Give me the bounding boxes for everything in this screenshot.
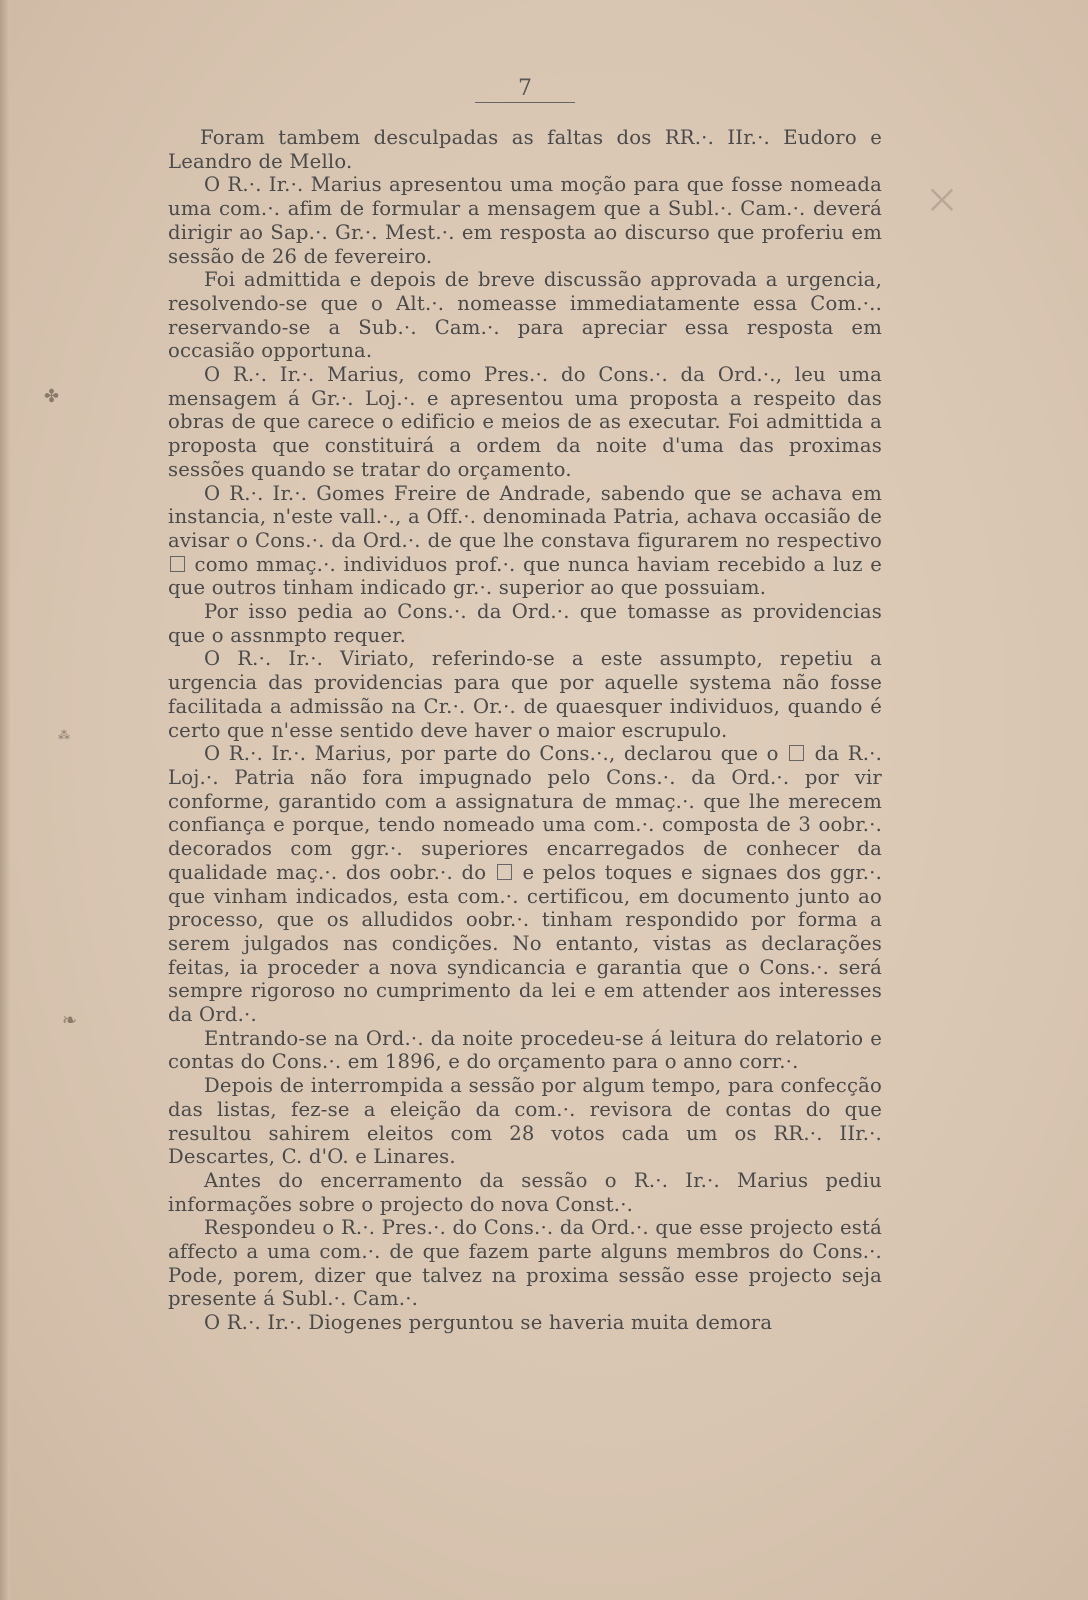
- paragraph: [168, 482, 882, 601]
- paragraph: Por isso pedia ao Cons.·. da Ord.·. que tomasse as providencias que o assnmpto requer.: [168, 600, 882, 647]
- paragraph: Antes do encerramento da sessão o R.·. Ir.·. Marius pediu informações sobre o projecto do nova Const.·.: [168, 1168, 882, 1216]
- lodge-symbol-icon: [170, 556, 185, 572]
- paragraph: Respondeu o R.·. Pres.·. do Cons.·. da Ord.·. que esse projecto está affecto a uma com.·. de que fazem parte alguns membros do Cons.·. Pode, porem, dizer que talvez na proxima sessão esse projecto seja presente á Subl.·. Cam.·.: [168, 1216, 882, 1311]
- margin-ornament-3: ❧: [62, 1010, 78, 1031]
- text-run: e pelos toques e signaes dos ggr.·. que vinham indicados, esta com.·. certificou, em documento junto ao processo, que os alludidos oobr.·. tinham respondido por forma a serem julgados nas condições. No entanto, vistas as declarações feitas, ia proceder a nova syndicancia e garantia que o Cons.·. será sempre rigoroso no cumprimento da lei e em attender aos interesses da Ord.·.: [168, 860, 883, 1027]
- paragraph: Foram tambem desculpadas as faltas dos RR.·. IIr.·. Eudoro e Leandro de Mello.: [168, 126, 882, 173]
- paragraph: O R.·. Ir.·. Marius apresentou uma moção para que fosse nomeada uma com.·. afim de formular a mensagem que a Subl.·. Cam.·. deverá dirigir ao Sap.·. Gr.·. Mest.·. em resposta ao discurso que proferiu em sessão de 26 de fevereiro.: [168, 173, 882, 268]
- paragraph: O R.·. Ir.·. Diogenes perguntou se haveria muita demora: [204, 1311, 773, 1335]
- paragraph: Depois de interrompida a sessão por algum tempo, para confecção das listas, fez-se a eleição da com.·. revisora de contas do que resultou sahirem eleitos com 28 votos cada um os RR.·. IIr.·. Descartes, C. d'O. e Linares.: [168, 1074, 882, 1169]
- paragraph: Foi admittida e depois de breve discussão approvada a urgencia, resolvendo-se que o Alt.·. nomeasse immediatamente essa Com.·.. reservando-se a Sub.·. Cam.·. para apreciar essa resposta em occasião opportuna.: [168, 268, 882, 363]
- page-edge: [0, 0, 10, 1600]
- text-run: da R.·. Loj.·. Patria não fora impugnado pelo Cons.·. da Ord.·. por vir conforme, garantido com a assignatura de mmaç.·. que lhe merecem confiança e porque, tendo nomeado uma com.·. composta de 3 oobr.·. decorados com ggr.·. superiores encarregados de conhecer da qualidade maç.·. dos oobr.·. do: [168, 742, 883, 884]
- margin-ornament-2: ⁂: [58, 728, 70, 742]
- paragraph: Entrando-se na Ord.·. da noite procedeu-se á leitura do relatorio e contas do Cons.·. em 1896, e do orçamento para o anno corr.·.: [168, 1026, 882, 1074]
- pencil-mark: ⨉: [930, 184, 954, 219]
- margin-ornament-1: ✤: [44, 386, 60, 407]
- paragraph: O R.·. Ir.·. Viriato, referindo-se a este assumpto, repetiu a urgencia das providencias para que por aquelle systema não fosse facilitada a admissão na Cr.·. Or.·. de quaesquer individuos, quando é certo que n'esse sentido deve haver o maior escrupulo.: [168, 647, 882, 742]
- paragraph: [168, 742, 882, 1026]
- text-run: O R.·. Ir.·. Marius, por parte do Cons.·., declarou que o: [204, 742, 788, 766]
- text-run: O R.·. Ir.·. Gomes Freire de Andrade, sabendo que se achava em instancia, n'este vall.·., a Off.·. denominada Patria, achava occasião de avisar o Cons.·. da Ord.·. de que lhe constava figurarem no respectivo: [168, 481, 882, 552]
- document-body: [168, 126, 882, 1335]
- lodge-symbol-icon: [497, 864, 512, 880]
- text-run: como mmaç.·. individuos prof.·. que nunca haviam recebido a luz e que outros tinham indicado gr.·. superior ao que possuiam.: [168, 552, 882, 600]
- paragraph: O R.·. Ir.·. Marius, como Pres.·. do Cons.·. da Ord.·., leu uma mensagem á Gr.·. Loj.·. e apresentou uma proposta a respeito das obras de que carece o edificio e meios de as executar. Foi admittida a proposta que constituirá a ordem da noite d'uma das proximas sessões quando se tratar do orçamento.: [168, 363, 882, 481]
- page-number: 7: [475, 76, 575, 103]
- lodge-symbol-icon: [789, 745, 804, 761]
